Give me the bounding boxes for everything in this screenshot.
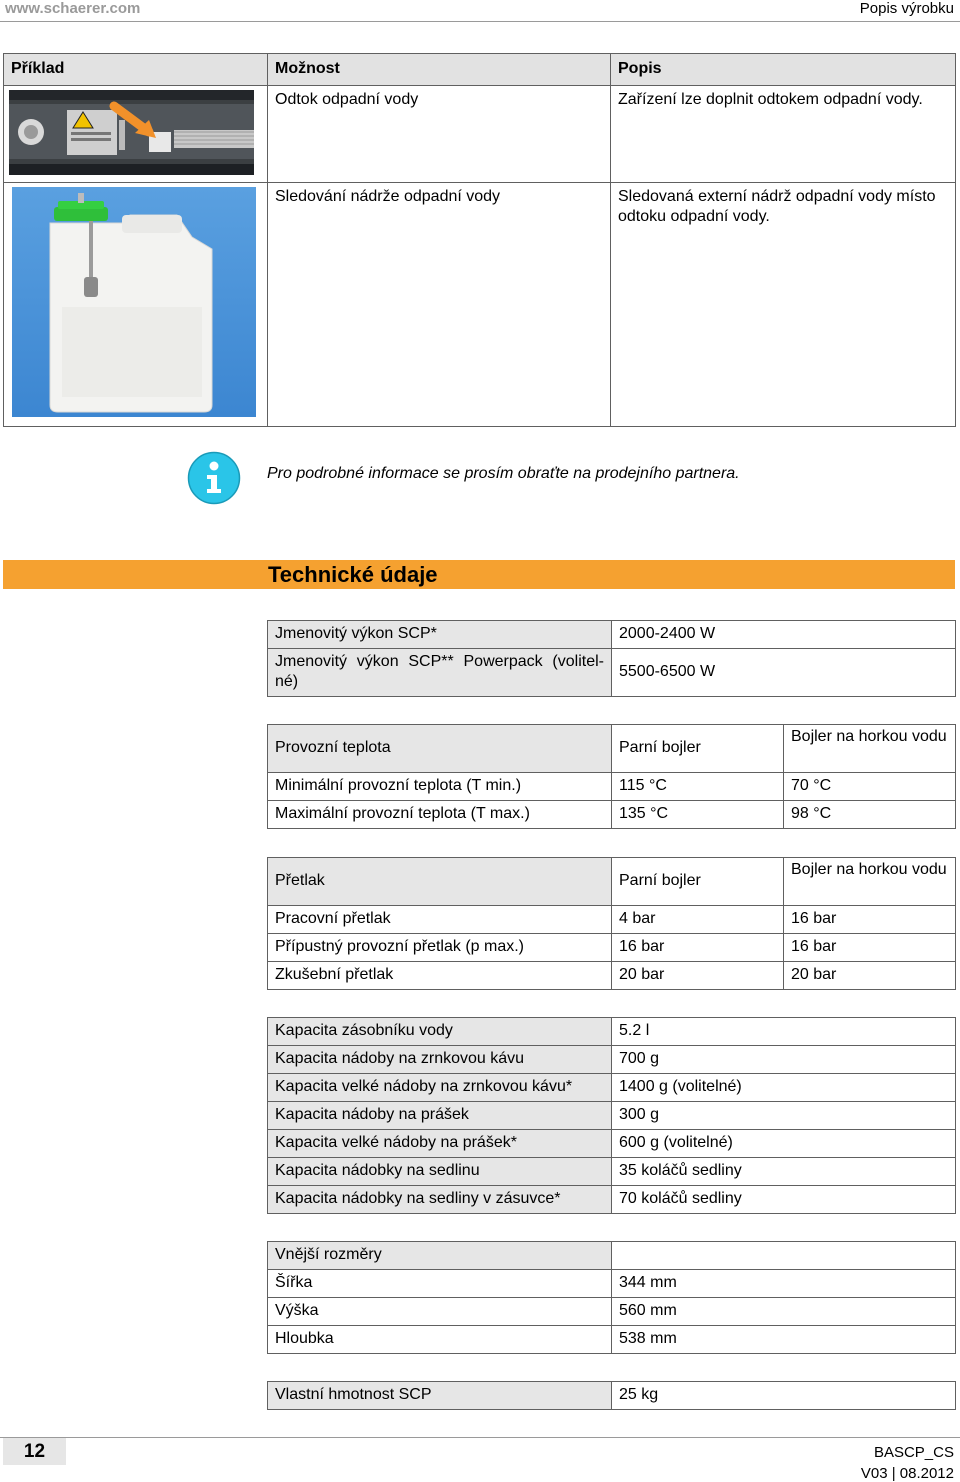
spec-row	[268, 906, 956, 934]
spec-label: Přípustný provozní přetlak (p max.)	[268, 934, 612, 962]
spec-row	[268, 801, 956, 829]
spec-row	[268, 1018, 956, 1046]
temp-header-hotwater: Bojler na horkou vodu	[784, 725, 956, 773]
example-cell	[4, 183, 268, 427]
spec-header-row	[268, 725, 956, 773]
spec-row	[268, 1270, 956, 1298]
spec-row	[268, 773, 956, 801]
pressure-header-steam: Parní bojler	[612, 858, 784, 906]
tech-heading: Technické údaje	[268, 562, 438, 587]
temp-header-label: Provozní teplota	[268, 725, 612, 773]
spec-label: Zkušební přetlak	[268, 962, 612, 990]
spec-row	[268, 1298, 956, 1326]
option-description: Zařízení lze doplnit odtokem odpadní vody.	[611, 86, 956, 183]
spec-label: Kapacita nádoby na prášek	[268, 1102, 612, 1130]
pressure-header-label: Přetlak	[268, 858, 612, 906]
spec-value: 20 bar	[612, 962, 784, 990]
page-number: 12	[3, 1438, 66, 1465]
spec-value: 70 koláčů sedliny	[612, 1186, 956, 1214]
spec-label: Kapacita velké nádoby na prášek*	[268, 1130, 612, 1158]
spec-row	[268, 1046, 956, 1074]
spec-value-empty	[612, 1242, 956, 1270]
spec-value: 115 °C	[612, 773, 784, 801]
spec-label: Maximální provozní teplota (T max.)	[268, 801, 612, 829]
spec-label: Šířka	[268, 1270, 612, 1298]
spec-label: Kapacita nádobky na sedlinu	[268, 1158, 612, 1186]
spec-value: 1400 g (volitelné)	[612, 1074, 956, 1102]
spec-value: 35 koláčů sedliny	[612, 1158, 956, 1186]
col-header-option: Možnost	[268, 54, 611, 86]
col-header-example: Příklad	[4, 54, 268, 86]
spec-row	[268, 1186, 956, 1214]
spec-value: 344 mm	[612, 1270, 956, 1298]
col-header-description: Popis	[611, 54, 956, 86]
spec-row	[268, 1074, 956, 1102]
spec-label: Pracovní přetlak	[268, 906, 612, 934]
spec-value: 300 g	[612, 1102, 956, 1130]
document-code: BASCP_CS	[873, 1444, 954, 1461]
spec-row	[268, 1102, 956, 1130]
spec-row	[268, 1326, 956, 1354]
spec-value: 2000-2400 W	[612, 621, 956, 649]
spec-label: Kapacita velké nádoby na zrnkovou kávu*	[268, 1074, 612, 1102]
options-table	[3, 53, 956, 427]
spec-value: 5500-6500 W	[612, 649, 956, 697]
option-name: Odtok odpadní vody	[268, 86, 611, 183]
dimensions-title: Vnější rozměry	[268, 1242, 612, 1270]
spec-value: 98 °C	[784, 801, 956, 829]
spec-value: 16 bar	[784, 906, 956, 934]
document-id	[861, 1442, 954, 1482]
option-row	[4, 183, 956, 427]
spec-row	[268, 1158, 956, 1186]
power-table	[267, 620, 956, 697]
spec-row	[268, 649, 956, 697]
document-version: V03 | 08.2012	[860, 1465, 954, 1482]
temperature-table	[267, 724, 956, 829]
option-row	[4, 86, 956, 183]
spec-value: 135 °C	[612, 801, 784, 829]
spec-label: Hloubka	[268, 1326, 612, 1354]
tank-illustration	[12, 187, 256, 417]
spec-header-row	[268, 858, 956, 906]
tank-photo	[12, 187, 256, 417]
footer-divider	[0, 1437, 960, 1438]
spec-row	[268, 962, 956, 990]
pressure-table	[267, 857, 956, 990]
spec-value: 16 bar	[784, 934, 956, 962]
spec-label: Kapacita nádobky na sedliny v zásuvce*	[268, 1186, 612, 1214]
dimensions-table	[267, 1241, 956, 1354]
spec-value: 25 kg	[612, 1382, 956, 1410]
spec-label: Jmenovitý výkon SCP*	[268, 621, 612, 649]
spec-label: Kapacita nádoby na zrnkovou kávu	[268, 1046, 612, 1074]
spec-value: 4 bar	[612, 906, 784, 934]
spec-row	[268, 1382, 956, 1410]
info-icon	[187, 451, 241, 505]
spec-value: 5.2 l	[612, 1018, 956, 1046]
spec-value: 600 g (volitelné)	[612, 1130, 956, 1158]
options-header-row	[4, 54, 956, 86]
example-cell	[4, 86, 268, 183]
spec-row	[268, 621, 956, 649]
capacity-table	[267, 1017, 956, 1214]
weight-table	[267, 1381, 956, 1410]
temp-header-steam: Parní bojler	[612, 725, 784, 773]
spec-label: Kapacita zásobníku vody	[268, 1018, 612, 1046]
drain-photo	[9, 90, 254, 175]
spec-label: Jmenovitý výkon SCP** Powerpack (volitel-né)	[268, 649, 612, 697]
drain-illustration	[9, 90, 254, 175]
spec-value: 560 mm	[612, 1298, 956, 1326]
spec-label: Minimální provozní teplota (T min.)	[268, 773, 612, 801]
spec-row	[268, 1130, 956, 1158]
spec-value: 70 °C	[784, 773, 956, 801]
info-text: Pro podrobné informace se prosím obraťte na prodejního partnera.	[267, 465, 740, 482]
header-divider	[0, 21, 960, 22]
spec-label: Výška	[268, 1298, 612, 1326]
option-name: Sledování nádrže odpadní vody	[268, 183, 611, 427]
option-description: Sledovaná externí nádrž odpadní vody místo odtoku odpadní vody.	[611, 183, 956, 427]
spec-row	[268, 934, 956, 962]
section-title: Popis výrobku	[859, 0, 954, 17]
spec-header-row	[268, 1242, 956, 1270]
pressure-header-hotwater: Bojler na horkou vodu	[784, 858, 956, 906]
spec-value: 16 bar	[612, 934, 784, 962]
spec-value: 538 mm	[612, 1326, 956, 1354]
tech-heading-bar	[3, 560, 955, 589]
spec-value: 20 bar	[784, 962, 956, 990]
spec-label: Vlastní hmotnost SCP	[268, 1382, 612, 1410]
website-url: www.schaerer.com	[5, 0, 141, 17]
spec-value: 700 g	[612, 1046, 956, 1074]
